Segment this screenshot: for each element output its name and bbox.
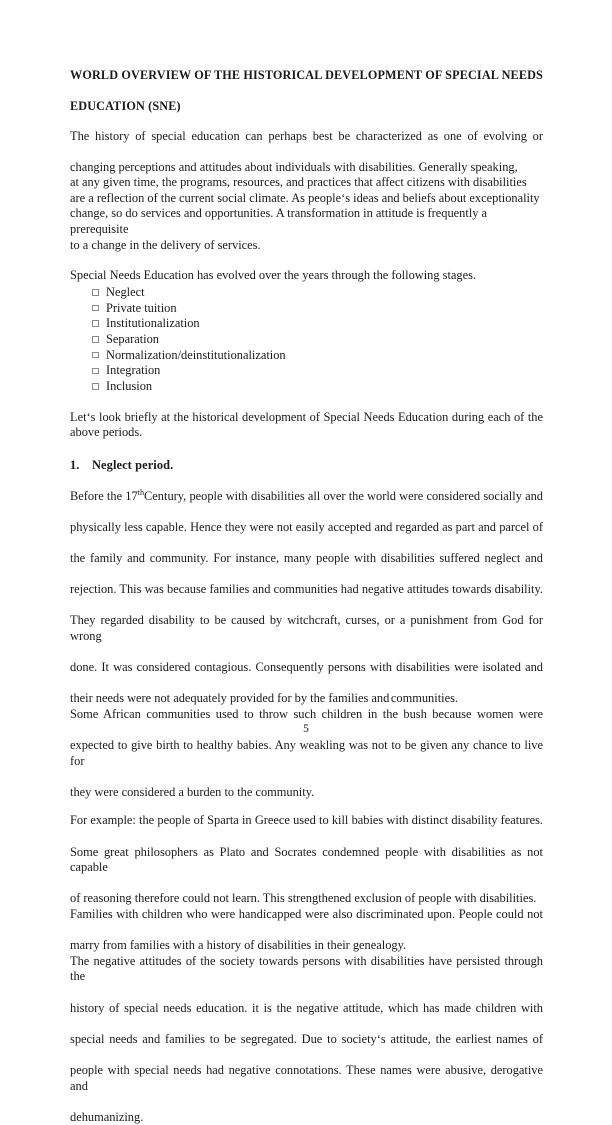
body-block-3: [70, 813, 543, 907]
body-1-line-1: [70, 489, 543, 520]
body-3-line-1: For example: the people of Sparta in Greece used to kill babies with distinct disability features.: [70, 813, 543, 828]
intro-line-6: to a change in the delivery of services.: [70, 237, 261, 252]
empty-square-bullet-icon: [92, 336, 99, 343]
body-2-line-3: they were considered a burden to the community.: [70, 784, 315, 799]
body-5-line-3: special needs and families to be segregated. Due to society‘s attitude, the earliest names of: [70, 1031, 543, 1046]
body-1-line-2: physically less capable. Hence they were not easily accepted and regarded as part and parcel of: [70, 519, 543, 534]
body-block-4: [70, 907, 543, 954]
intro-line-1: The history of special education can perhaps best be characterized as one of evolving or: [70, 128, 543, 143]
body-1-line-7-a: their needs were not adequately provided for by the families and: [70, 691, 390, 706]
body-1-line-7-b: communities.: [390, 691, 458, 706]
intro-line-4: are a reflection of the current social climate. As people‘s ideas and beliefs about exceptionality: [70, 190, 540, 205]
body-3-line-3: of reasoning therefore could not learn. This strengthened exclusion of people with disabilities.: [70, 891, 537, 906]
body-5-line-1: The negative attitudes of the society towards persons with disabilities have persisted through the: [70, 953, 543, 984]
body-4-line-1: Families with children who were handicapped were also discriminated upon. People could not: [70, 906, 543, 921]
empty-square-bullet-icon: [92, 320, 99, 327]
body-1-line-7: [70, 691, 543, 707]
empty-square-bullet-icon: [92, 305, 99, 312]
body-3-line-2: Some great philosophers as Plato and Socrates condemned people with disabilities as not capable: [70, 844, 543, 875]
body-4-line-2: marry from families with a history of disabilities in their genealogy.: [70, 938, 407, 953]
list-item-label: Separation: [106, 331, 159, 346]
spacer: [70, 474, 543, 489]
stages-list: [70, 285, 543, 395]
intro-line-2: changing perceptions and attitudes about individuals with disabilities. Generally speaking,: [70, 159, 518, 174]
section-heading-label: Neglect period.: [92, 457, 174, 472]
list-item: [70, 379, 543, 395]
list-item: [70, 285, 543, 301]
body-1-line-6: done. It was considered contagious. Consequently persons with disabilities were isolated and: [70, 660, 543, 675]
list-item-label: Integration: [106, 363, 161, 378]
empty-square-bullet-icon: [92, 352, 99, 359]
lead-in-paragraph: Let‘s look briefly at the historical development of Special Needs Education during each of the above periods.: [70, 409, 543, 440]
list-item-label: Inclusion: [106, 379, 153, 394]
body-5-line-2: history of special needs education. it is the negative attitude, which has made children with: [70, 1000, 543, 1015]
section-number: 1.: [70, 457, 80, 472]
body-5-line-4: people with special needs had negative connotations. These names were abusive, derogative and: [70, 1062, 543, 1093]
list-item-label: Normalization/deinstitutionalization: [106, 347, 286, 362]
empty-square-bullet-icon: [92, 368, 99, 375]
body-1-line-1-post: Century, people with disabilities all over the world were considered socially and: [144, 488, 543, 503]
list-item: [70, 301, 543, 317]
spacer: [70, 441, 543, 458]
spacer: [70, 800, 543, 813]
ordinal-suffix: th: [137, 487, 145, 497]
spacer: [70, 395, 543, 410]
body-1-line-1-pre: Before the 17: [70, 488, 138, 503]
body-1-line-4: rejection. This was because families and communities had negative attitudes towards disability.: [70, 582, 543, 597]
empty-square-bullet-icon: [92, 289, 99, 296]
list-item: [70, 332, 543, 348]
list-item-label: Private tuition: [106, 300, 177, 315]
spacer: [70, 253, 543, 268]
intro-paragraph: [70, 129, 543, 254]
body-1-line-3: the family and community. For instance, many people with disabilities suffered neglect and: [70, 550, 543, 565]
page-title-line-2: EDUCATION (SNE): [70, 99, 181, 113]
page-number: 5: [303, 722, 309, 735]
list-item: [70, 363, 543, 379]
list-item-label: Institutionalization: [106, 316, 200, 331]
section-heading-neglect-period: [70, 458, 543, 474]
stages-intro: Special Needs Education has evolved over the years through the following stages.: [70, 268, 477, 283]
body-block-5: [70, 954, 543, 1125]
body-5-line-5: dehumanizing.: [70, 1109, 144, 1124]
body-2-line-2: expected to give birth to healthy babies. Any weakling was not to be given any chance to live for: [70, 738, 543, 768]
body-2-line-1: Some African communities used to throw such children in the bush because women were: [70, 706, 543, 721]
body-1-line-5: They regarded disability to be caused by witchcraft, curses, or a punishment from God for wrong: [70, 613, 543, 643]
body-block-1: [70, 489, 543, 707]
page-title-line-1: WORLD OVERVIEW OF THE HISTORICAL DEVELOPMENT OF SPECIAL NEEDS: [70, 68, 543, 82]
page-title: [70, 68, 543, 115]
empty-square-bullet-icon: [92, 383, 99, 390]
body-block-2: [70, 707, 543, 801]
list-item-label: Neglect: [106, 284, 145, 299]
list-item: [70, 348, 543, 364]
list-item: [70, 316, 543, 332]
page-content: [70, 68, 543, 1125]
intro-line-3: at any given time, the programs, resources, and practices that affect citizens with disabilities: [70, 175, 527, 190]
intro-line-5: change, so do services and opportunities. A transformation in attitude is frequently a prerequisite: [70, 206, 488, 237]
